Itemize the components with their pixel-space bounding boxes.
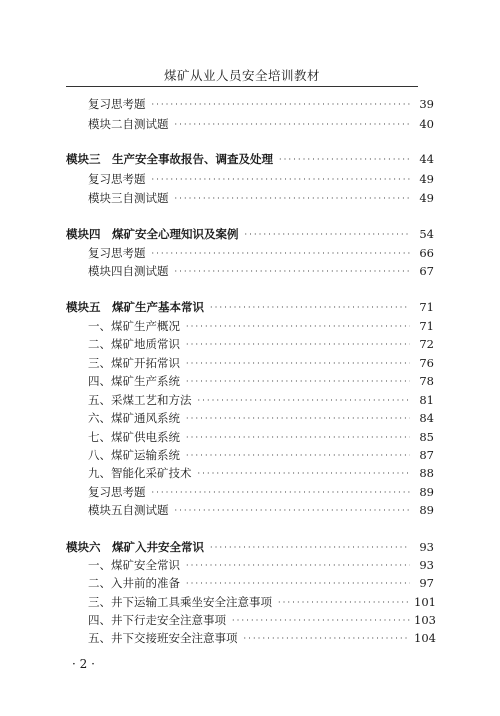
toc-module-heading[interactable] [0, 538, 500, 556]
toc-entry[interactable] [0, 391, 500, 409]
header-divider [66, 86, 418, 87]
toc-page-number: 67 [419, 264, 434, 278]
toc-entry[interactable] [0, 115, 500, 133]
toc-page-number: 93 [419, 540, 434, 554]
dot-leader [175, 267, 411, 276]
toc-page-number: 54 [419, 227, 434, 241]
toc-entry[interactable] [0, 189, 500, 207]
toc-entry-title: 模块三 生产安全事故报告、调查及处理 [66, 152, 273, 166]
toc-entry[interactable] [0, 556, 500, 574]
toc-entry[interactable] [0, 629, 500, 647]
toc-entry-title: 一、煤矿生产概况 [88, 319, 180, 333]
dot-leader [152, 488, 411, 497]
dot-leader [244, 634, 411, 643]
toc-entry-title: 模块五 煤矿生产基本常识 [66, 300, 204, 314]
toc-entry-title: 四、煤矿生产系统 [88, 374, 180, 388]
toc-entry[interactable] [0, 372, 500, 390]
toc-page-number: 44 [419, 152, 434, 166]
toc-entry[interactable] [0, 95, 500, 113]
toc-page-number: 89 [419, 485, 434, 499]
toc-entry-title: 三、煤矿开拓常识 [88, 356, 180, 370]
toc-page-number: 89 [419, 503, 434, 517]
toc-entry[interactable] [0, 428, 500, 446]
toc-entry-title: 七、煤矿供电系统 [88, 430, 180, 444]
toc-entry-title: 复习思考题 [88, 172, 146, 186]
toc-entry-title: 五、采煤工艺和方法 [88, 393, 192, 407]
toc-entry[interactable] [0, 593, 500, 611]
dot-leader [245, 230, 411, 239]
toc-page-number: 104 [414, 631, 436, 645]
toc-page-number: 39 [419, 97, 434, 111]
toc-page-number: 81 [419, 393, 434, 407]
toc-entry-title: 三、井下运输工具乘坐安全注意事项 [88, 595, 272, 609]
toc-entry-title: 复习思考题 [88, 485, 146, 499]
toc-entry-title: 一、煤矿安全常识 [88, 558, 180, 572]
toc-page-number: 71 [419, 319, 434, 333]
toc-page-number: 71 [419, 300, 434, 314]
toc-page-number: 85 [419, 430, 434, 444]
toc-entry-title: 九、智能化采矿技术 [88, 466, 192, 480]
toc-entry-title: 二、入井前的准备 [88, 576, 180, 590]
dot-leader [198, 469, 411, 478]
toc-page-number: 40 [419, 117, 434, 131]
toc-entry[interactable] [0, 244, 500, 262]
running-header: 煤矿从业人员安全培训教材 [163, 68, 320, 83]
toc-entry-title: 八、煤矿运输系统 [88, 448, 180, 462]
toc-entry-title: 六、煤矿通风系统 [88, 411, 180, 425]
toc-page-number: 101 [414, 595, 436, 609]
toc-entry-title: 模块四自测试题 [88, 264, 169, 278]
toc-entry-title: 二、煤矿地质常识 [88, 337, 180, 351]
toc-entry-title: 复习思考题 [88, 97, 146, 111]
toc-module-heading[interactable] [0, 225, 500, 243]
toc-entry-title: 五、井下交接班安全注意事项 [88, 631, 238, 645]
dot-leader [186, 451, 410, 460]
toc-page-number: 49 [419, 191, 434, 205]
dot-leader [186, 340, 410, 349]
toc-entry-title: 复习思考题 [88, 246, 146, 260]
toc-page-number: 66 [419, 246, 434, 260]
dot-leader [152, 100, 411, 109]
toc-page-number: 84 [419, 411, 434, 425]
page-number: · 2 · [72, 657, 95, 671]
toc-page-number: 78 [419, 374, 434, 388]
toc-entry[interactable] [0, 335, 500, 353]
toc-entry[interactable] [0, 611, 500, 629]
dot-leader [186, 414, 410, 423]
toc-entry[interactable] [0, 170, 500, 188]
dot-leader [175, 120, 411, 129]
toc-entry[interactable] [0, 446, 500, 464]
dot-leader [186, 579, 410, 588]
toc-page-number: 88 [419, 466, 434, 480]
toc-entry-title: 模块三自测试题 [88, 191, 169, 205]
toc-entry[interactable] [0, 354, 500, 372]
dot-leader [186, 377, 410, 386]
toc-page-number: 93 [419, 558, 434, 572]
toc-entry-title: 模块六 煤矿入井安全常识 [66, 540, 204, 554]
toc-module-heading[interactable] [0, 150, 500, 168]
dot-leader [175, 194, 411, 203]
dot-leader [186, 561, 410, 570]
dot-leader [186, 322, 410, 331]
dot-leader [278, 598, 410, 607]
toc-page-number: 103 [414, 613, 436, 627]
toc-page-number: 76 [419, 356, 434, 370]
toc-entry[interactable] [0, 262, 500, 280]
dot-leader [152, 249, 411, 258]
toc-module-heading[interactable] [0, 298, 500, 316]
dot-leader [210, 543, 410, 552]
toc-page-number: 87 [419, 448, 434, 462]
dot-leader [210, 303, 410, 312]
toc-page-number: 72 [419, 337, 434, 351]
toc-entry[interactable] [0, 501, 500, 519]
toc-entry[interactable] [0, 483, 500, 501]
toc-entry[interactable] [0, 317, 500, 335]
toc-page-number: 49 [419, 172, 434, 186]
toc-entry-title: 模块四 煤矿安全心理知识及案例 [66, 227, 239, 241]
toc-entry-title: 模块五自测试题 [88, 503, 169, 517]
dot-leader [279, 155, 410, 164]
toc-entry[interactable] [0, 409, 500, 427]
dot-leader [186, 359, 410, 368]
dot-leader [198, 396, 411, 405]
toc-entry[interactable] [0, 574, 500, 592]
toc-entry-title: 四、井下行走安全注意事项 [88, 613, 226, 627]
dot-leader [232, 616, 410, 625]
toc-entry-title: 模块二自测试题 [88, 117, 169, 131]
toc-entry[interactable] [0, 464, 500, 482]
dot-leader [175, 506, 411, 515]
dot-leader [186, 433, 410, 442]
toc-page-number: 97 [419, 576, 434, 590]
dot-leader [152, 175, 411, 184]
